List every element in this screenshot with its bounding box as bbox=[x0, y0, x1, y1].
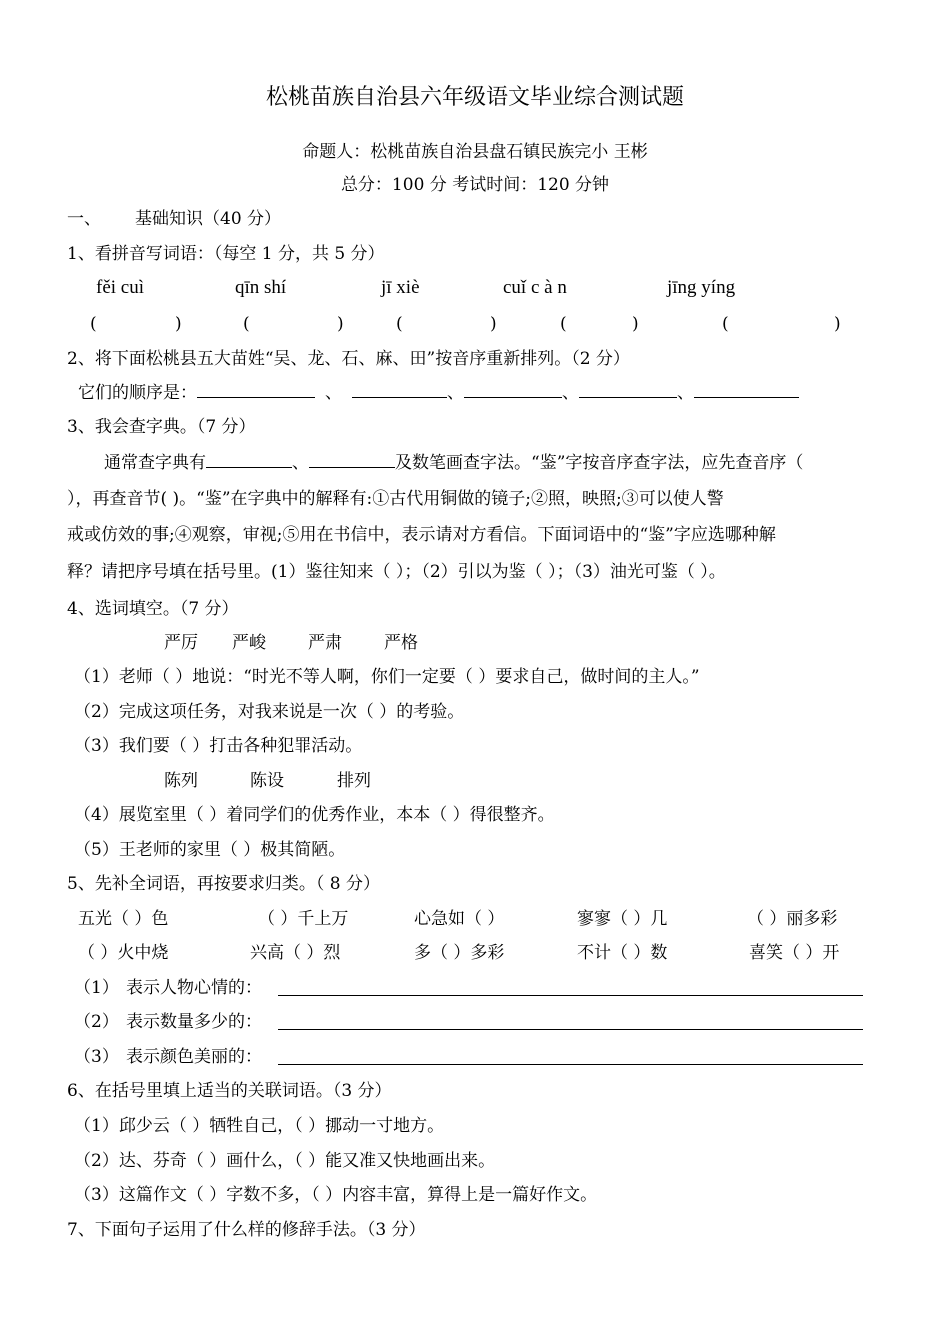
answer-blank[interactable] bbox=[464, 381, 562, 398]
idiom-item: 喜笑（ ）开 bbox=[749, 943, 840, 963]
word-option: 严峻 bbox=[232, 633, 266, 653]
answer-blank[interactable] bbox=[206, 451, 292, 468]
paren-close-4: ) bbox=[632, 314, 639, 334]
separator: 、 bbox=[562, 383, 579, 403]
question-4: 4、选词填空。（7 分） bbox=[67, 599, 239, 619]
section-heading: 基础知识（40 分） bbox=[135, 209, 282, 229]
answer-blank[interactable] bbox=[579, 381, 677, 398]
word-option: 严厉 bbox=[164, 633, 198, 653]
word-option: 严格 bbox=[384, 633, 418, 653]
q4-sentence-4: （4）展览室里（ ）着同学们的优秀作业，本本（ ）得很整齐。 bbox=[74, 805, 555, 825]
exam-title: 松桃苗族自治县六年级语文毕业综合测试题 bbox=[265, 85, 684, 110]
word-option: 排列 bbox=[337, 771, 371, 791]
answer-blank[interactable] bbox=[197, 381, 315, 398]
paren-open-2: ( bbox=[243, 314, 250, 334]
idiom-item: 寥寥（ ）几 bbox=[577, 909, 668, 929]
idiom-item: （ ）火中烧 bbox=[78, 943, 169, 963]
paren-open-5: ( bbox=[722, 314, 729, 334]
separator: 、 bbox=[677, 383, 694, 403]
order-answer-line bbox=[78, 381, 799, 405]
paren-close-1: ) bbox=[175, 314, 182, 334]
q3-paragraph-line-3: 戒或仿效的事;④观察，审视;⑤用在书信中，表示请对方看信。下面词语中的“鉴”字应选哪种解 bbox=[67, 525, 776, 545]
q4-sentence-5: （5）王老师的家里（ ）极其简陋。 bbox=[74, 840, 346, 860]
q6-sentence-3: （3）这篇作文（ ）字数不多，（ ）内容丰富，算得上是一篇好作文。 bbox=[74, 1185, 598, 1205]
q4-sentence-1: （1）老师（ ）地说：“时光不等人啊，你们一定要（ ）要求自己，做时间的主人。” bbox=[74, 667, 700, 687]
category-label: 表示数量多少的： bbox=[126, 1012, 262, 1032]
idiom-item: （ ）千上万 bbox=[258, 909, 349, 929]
q3-paragraph-line-1: 通常查字典有 、 及数笔画查字法。“鉴”字按音序查字法，应先查音序（ bbox=[104, 453, 804, 473]
question-7: 7、下面句子运用了什么样的修辞手法。（3 分） bbox=[67, 1220, 426, 1240]
pinyin-1: fěi cuì bbox=[96, 277, 145, 298]
pinyin-2: qīn shí bbox=[235, 277, 287, 298]
q3-paragraph-line-2: ），再查音节( )。“鉴”在字典中的解释有:①古代用铜做的镜子;②照，映照;③可以使人警 bbox=[67, 489, 724, 509]
q4-sentence-3: （3）我们要（ ）打击各种犯罪活动。 bbox=[74, 736, 363, 756]
order-label: 它们的顺序是： bbox=[78, 383, 197, 403]
answer-line[interactable] bbox=[278, 1064, 863, 1065]
q6-sentence-1: （1）邱少云（ ）牺牲自己，（ ）挪动一寸地方。 bbox=[74, 1116, 445, 1136]
paren-close-5: ) bbox=[834, 314, 841, 334]
category-number: （1） bbox=[74, 978, 119, 998]
question-1: 1、看拼音写词语：（每空 1 分，共 5 分） bbox=[67, 244, 385, 264]
answer-line[interactable] bbox=[278, 995, 863, 996]
separator: 、 bbox=[447, 383, 464, 403]
author-line: 命题人：松桃苗族自治县盘石镇民族完小 王彬 bbox=[302, 142, 648, 162]
word-option: 陈设 bbox=[250, 771, 284, 791]
idiom-item: 心急如（ ） bbox=[414, 909, 505, 929]
paren-open-3: ( bbox=[396, 314, 403, 334]
paren-close-2: ) bbox=[337, 314, 344, 334]
score-line: 总分：100 分 考试时间：120 分钟 bbox=[340, 175, 610, 195]
q6-sentence-2: （2）达、芬奇（ ）画什么，（ ）能又准又快地画出来。 bbox=[74, 1151, 496, 1171]
answer-blank[interactable] bbox=[309, 451, 395, 468]
question-5: 5、先补全词语，再按要求归类。（ 8 分） bbox=[67, 874, 380, 894]
pinyin-4: cuǐ c à n bbox=[503, 277, 567, 298]
answer-blank[interactable] bbox=[694, 381, 799, 398]
category-number: （2） bbox=[74, 1012, 119, 1032]
question-2: 2、将下面松桃县五大苗姓“吴、龙、石、麻、田”按音序重新排列。（2 分） bbox=[67, 349, 630, 369]
question-6: 6、在括号里填上适当的关联词语。（3 分） bbox=[67, 1081, 392, 1101]
pinyin-5: jīng yíng bbox=[667, 277, 736, 298]
idiom-item: 不计（ ）数 bbox=[577, 943, 668, 963]
idiom-item: 兴高（ ）烈 bbox=[250, 943, 341, 963]
category-label: 表示颜色美丽的： bbox=[126, 1047, 262, 1067]
paren-open-1: ( bbox=[90, 314, 97, 334]
pinyin-3: jī xiè bbox=[381, 277, 420, 298]
answer-line[interactable] bbox=[278, 1029, 863, 1030]
answer-blank[interactable] bbox=[352, 381, 447, 398]
category-label: 表示人物心情的： bbox=[126, 978, 262, 998]
separator: 、 bbox=[325, 383, 342, 403]
q4-sentence-2: （2）完成这项任务，对我来说是一次（ ）的考验。 bbox=[74, 702, 465, 722]
word-option: 陈列 bbox=[164, 771, 198, 791]
idiom-item: 多（ ）多彩 bbox=[414, 943, 505, 963]
category-number: （3） bbox=[74, 1047, 119, 1067]
idiom-item: 五光（ ）色 bbox=[78, 909, 169, 929]
paren-close-3: ) bbox=[490, 314, 497, 334]
paren-open-4: ( bbox=[560, 314, 567, 334]
question-3: 3、我会查字典。（7 分） bbox=[67, 417, 256, 437]
section-number: 一、 bbox=[67, 209, 101, 229]
word-option: 严肃 bbox=[308, 633, 342, 653]
idiom-item: （ ）丽多彩 bbox=[747, 909, 838, 929]
q3-paragraph-line-4: 释？请把序号填在括号里。(1）鉴往知来（ ）；（2）引以为鉴（ ）；（3）油光可鉴（ ）。 bbox=[67, 562, 726, 582]
